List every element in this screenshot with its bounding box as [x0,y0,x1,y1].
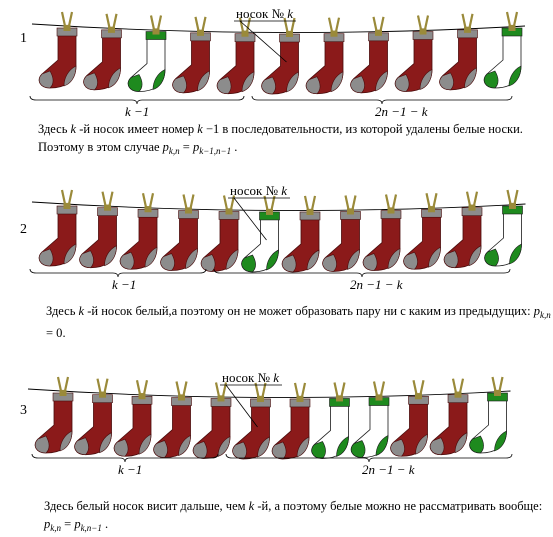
clothespin-grip [494,390,501,396]
red-sock-icon [363,195,401,271]
red-sock-icon [440,14,478,90]
red-sock-icon [84,14,122,90]
clothespin-icon [427,193,437,207]
scene-1 [20,6,525,119]
clothespin-icon [107,14,117,28]
red-sock-icon [120,193,158,269]
white-sock-icon [128,16,166,92]
clothespin-grip [226,208,233,214]
clothespin-grip [297,396,304,402]
clothespin-grip [286,31,293,37]
clothespin-icon [62,12,72,26]
clothespin-grip [375,30,382,36]
caption-scene-3: Здесь белый носок висит дальше, чем k -й, а поэтому белые можно не рассматривать вообще: $p_{k,n} = p_{k,n-1}$ . [44,499,543,533]
clothespin-icon [374,382,384,396]
clothespin-grip [145,206,152,212]
clothespin-grip [178,395,185,401]
clothespin-icon [62,190,72,204]
white-sock-icon [484,12,522,88]
clothespin-grip [185,208,192,214]
red-sock-icon [282,196,320,272]
clothespin-icon [467,192,477,206]
clothespin-icon [58,377,68,391]
red-sock-icon [306,18,344,94]
clothespin-icon [418,16,428,30]
clothespin-icon [335,382,345,396]
right-brace-label: 2n −1 − k [362,462,415,477]
red-sock-icon [75,379,113,455]
clothespin-icon [98,379,108,393]
white-sock-icon [351,382,389,458]
scene-number: 1 [20,31,27,46]
clothespin-grip [388,208,395,214]
clothespin-icon [507,12,517,26]
clothespin-grip [307,209,314,215]
red-sock-icon [114,380,152,456]
left-brace-label: k −1 [118,462,143,477]
scene-number: 2 [20,222,27,237]
clothespin-grip [197,30,204,36]
red-sock-icon [154,382,192,458]
red-sock-icon [39,190,77,266]
clothespin-grip [415,393,422,399]
white-sock-icon [470,377,508,453]
clothespin-grip [64,25,71,31]
left-brace-label: k −1 [112,277,137,292]
red-sock-icon [395,16,433,92]
clothespin-icon [463,14,473,28]
clothespin-icon [386,195,396,209]
red-sock-icon [233,383,271,459]
clothespin-grip [464,27,471,33]
clothespin-grip [60,390,67,396]
clothespin-grip [139,393,146,399]
red-sock-icon [262,18,300,94]
right-brace-label: 2n −1 − k [375,104,428,119]
red-sock-icon [173,17,211,93]
clothespin-grip [509,203,516,209]
clothespin-grip [347,208,354,214]
clothespin-grip [336,395,343,401]
caption-scene-1: Здесь k -й носок имеет номер k −1 в последовательности, из которой удалены белые носки. Поэтому в этом случае $p_{k,n} = p_{k-1,n-1}$ . [38,122,523,156]
scene-3 [20,370,512,477]
clothespin-grip [257,396,264,402]
red-sock-icon [444,192,482,268]
caption-scene-2: Здесь k -й носок белый,а поэтому он не может образовать пару ни с каким из предыдущих: $p_{k,n} = 0$. [46,304,551,340]
clothespin-icon [493,377,503,391]
red-sock-icon [430,379,468,455]
clothespin-icon [414,380,424,394]
clothespin-grip [455,392,462,398]
red-sock-icon [404,193,442,269]
right-brace-label: 2n −1 − k [350,277,403,292]
white-sock-icon [242,196,280,272]
red-sock-icon [351,17,389,93]
left-brace-label: k −1 [125,104,150,119]
scene-2 [20,183,526,292]
clothespin-grip [266,209,273,215]
clothespin-grip [509,25,516,31]
brace [252,96,512,104]
red-sock-icon [272,383,310,459]
clothespin-icon [508,190,518,204]
red-sock-icon [391,380,429,456]
marker-label: носок № k [222,370,280,385]
clothespin-grip [64,203,71,209]
clothespin-icon [453,379,463,393]
clothespin-icon [137,380,147,394]
clothespin-grip [420,29,427,35]
clothespin-grip [99,392,106,398]
red-sock-icon [161,195,199,271]
white-sock-icon [312,382,350,458]
red-sock-icon [35,377,73,453]
red-sock-icon [39,12,77,88]
marker-label: носок № k [230,183,288,198]
clothespin-icon [143,193,153,207]
white-sock-icon [485,190,523,266]
clothespin-icon [177,382,187,396]
clothespin-icon [151,16,161,30]
clothespin-grip [104,205,111,211]
clothespin-icon [295,383,305,397]
clothespin-icon [196,17,206,31]
clothespin-grip [108,27,115,33]
brace [30,96,244,104]
clothespin-grip [331,31,338,37]
red-sock-icon [323,195,361,271]
marker-label: носок № k [236,6,294,21]
clothespin-icon [305,196,315,210]
clothespin-icon [103,192,113,206]
clothespin-grip [469,205,476,211]
red-sock-icon [80,192,118,268]
clothespin-grip [428,206,435,212]
clothespin-icon [374,17,384,31]
clothespin-icon [329,18,339,32]
clothespin-icon [184,195,194,209]
red-sock-icon [193,382,231,458]
clothespin-icon [346,195,356,209]
clothespin-grip [218,395,225,401]
red-sock-icon [201,195,239,271]
clothespin-grip [376,395,383,401]
clothespin-grip [153,29,160,35]
scene-number: 3 [20,403,27,418]
clothespin-grip [242,31,249,37]
